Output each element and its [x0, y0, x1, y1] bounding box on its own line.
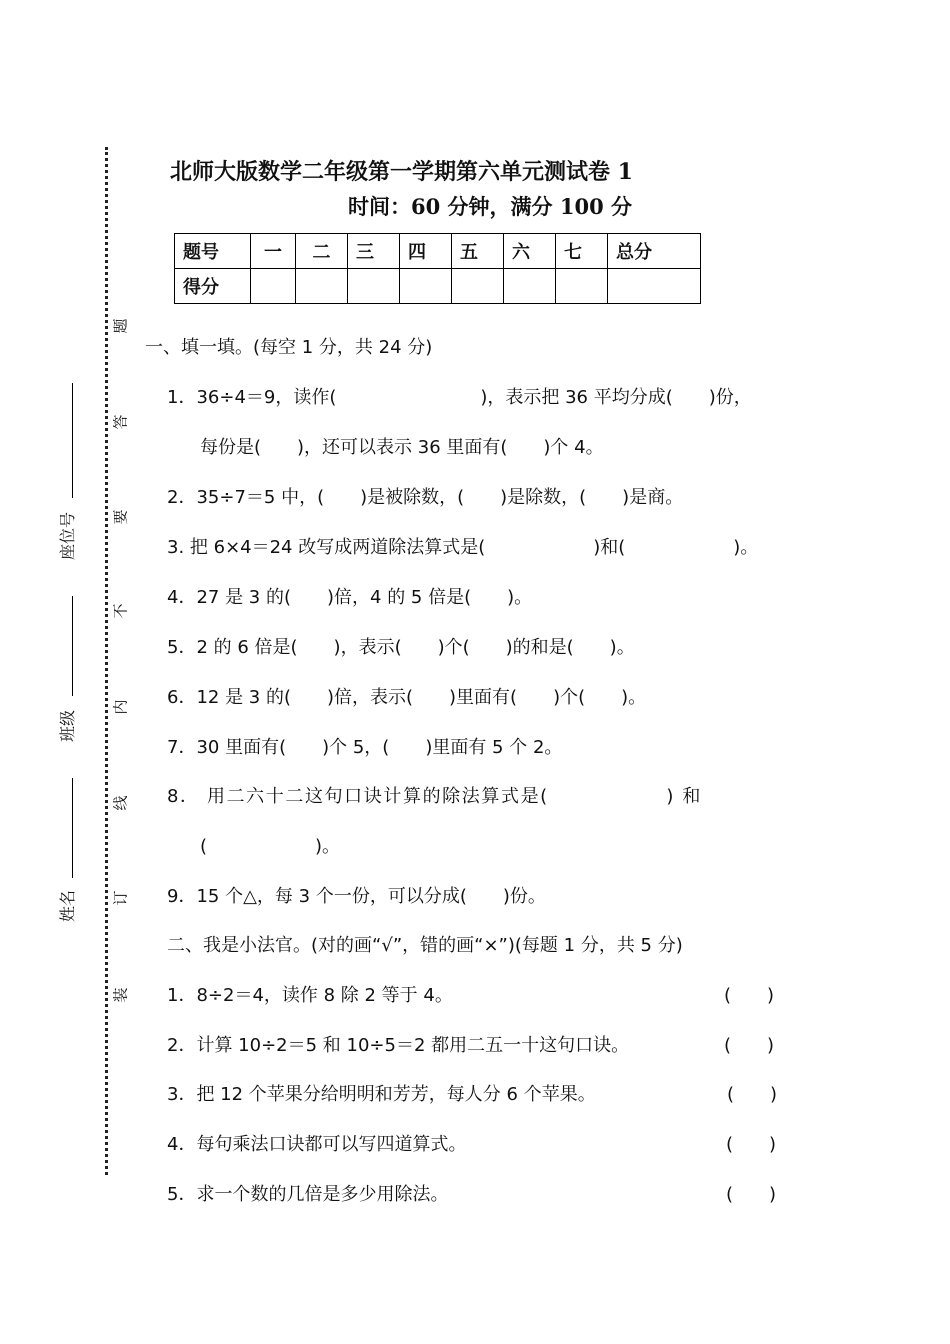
- binding-char: 题: [111, 318, 130, 334]
- question-line: 2．35÷7＝5 中，( )是被除数，( )是除数，( )是商。: [167, 487, 684, 508]
- judge-item: 1．8÷2＝4，读作 8 除 2 等于 4。: [167, 985, 453, 1006]
- question-line: 8． 用二六十二这句口诀计算的除法算式是( ) 和: [167, 786, 702, 807]
- page-title: 北师大版数学二年级第一学期第六单元测试卷 1: [170, 159, 633, 185]
- question-line: 3. 把 6×4＝24 改写成两道除法算式是( )和( )。: [167, 537, 759, 558]
- answer-blank[interactable]: ( ): [727, 1084, 778, 1105]
- score-cell: 三: [348, 234, 400, 269]
- score-cell: 一: [251, 234, 296, 269]
- question-line: 1．36÷4＝9，读作( )，表示把 36 平均分成( )份，: [167, 387, 752, 408]
- score-input-cell[interactable]: [251, 269, 296, 304]
- binding-char: 不: [111, 603, 130, 619]
- score-cell: 得分: [175, 269, 251, 304]
- answer-blank[interactable]: ( ): [726, 1184, 777, 1205]
- score-input-cell[interactable]: [504, 269, 556, 304]
- score-cell: 二: [296, 234, 348, 269]
- judge-item: 2．计算 10÷2＝5 和 10÷5＝2 都用二五一十这句口诀。: [167, 1035, 630, 1056]
- section-heading: 二、我是小法官。(对的画“√”，错的画“×”)(每题 1 分，共 5 分): [167, 935, 683, 956]
- question-line: 6．12 是 3 的( )倍，表示( )里面有( )个( )。: [167, 687, 647, 708]
- name-label: 姓名: [58, 889, 77, 922]
- question-line: 9．15 个△，每 3 个一份，可以分成( )份。: [167, 886, 546, 907]
- question-line: 5．2 的 6 倍是( )，表示( )个( )的和是( )。: [167, 637, 635, 658]
- section-heading: 一、填一填。(每空 1 分，共 24 分): [145, 337, 433, 358]
- score-input-cell[interactable]: [556, 269, 608, 304]
- question-line: 7．30 里面有( )个 5，( )里面有 5 个 2。: [167, 737, 563, 758]
- score-table: [174, 233, 701, 304]
- binding-char: 答: [111, 414, 130, 430]
- score-cell: 总分: [608, 234, 701, 269]
- score-cell: 题号: [175, 234, 251, 269]
- question-line: 4．27 是 3 的( )倍，4 的 5 倍是( )。: [167, 587, 533, 608]
- question-line: 每份是( )，还可以表示 36 里面有( )个 4。: [200, 437, 604, 458]
- judge-item: 4．每句乘法口诀都可以写四道算式。: [167, 1134, 467, 1155]
- score-table-score-row: [175, 269, 701, 304]
- judge-item: 3．把 12 个苹果分给明明和芳芳，每人分 6 个苹果。: [167, 1084, 596, 1105]
- score-cell: 七: [556, 234, 608, 269]
- binding-char: 要: [111, 509, 130, 525]
- answer-blank[interactable]: ( ): [724, 985, 775, 1006]
- binding-char: 订: [111, 890, 130, 906]
- class-label: 班级: [58, 709, 77, 742]
- score-input-cell[interactable]: [452, 269, 504, 304]
- seat-label: 座位号: [58, 511, 77, 560]
- score-input-cell[interactable]: [608, 269, 701, 304]
- judge-item: 5．求一个数的几倍是多少用除法。: [167, 1184, 449, 1205]
- binding-char: 内: [111, 699, 130, 715]
- score-table-header-row: [175, 234, 701, 269]
- binding-char: 线: [111, 795, 130, 811]
- score-input-cell[interactable]: [348, 269, 400, 304]
- binding-dotted-line: [105, 147, 108, 1175]
- score-cell: 六: [504, 234, 556, 269]
- answer-blank[interactable]: ( ): [724, 1035, 775, 1056]
- question-line: ( )。: [200, 836, 341, 857]
- score-input-cell[interactable]: [400, 269, 452, 304]
- answer-blank[interactable]: ( ): [726, 1134, 777, 1155]
- score-cell: 四: [400, 234, 452, 269]
- score-input-cell[interactable]: [296, 269, 348, 304]
- page-subtitle: 时间：60 分钟，满分 100 分: [348, 194, 632, 219]
- seat-blank-line: [72, 383, 73, 498]
- score-cell: 五: [452, 234, 504, 269]
- binding-char: 装: [111, 987, 130, 1003]
- name-blank-line: [72, 778, 73, 878]
- class-blank-line: [72, 596, 73, 696]
